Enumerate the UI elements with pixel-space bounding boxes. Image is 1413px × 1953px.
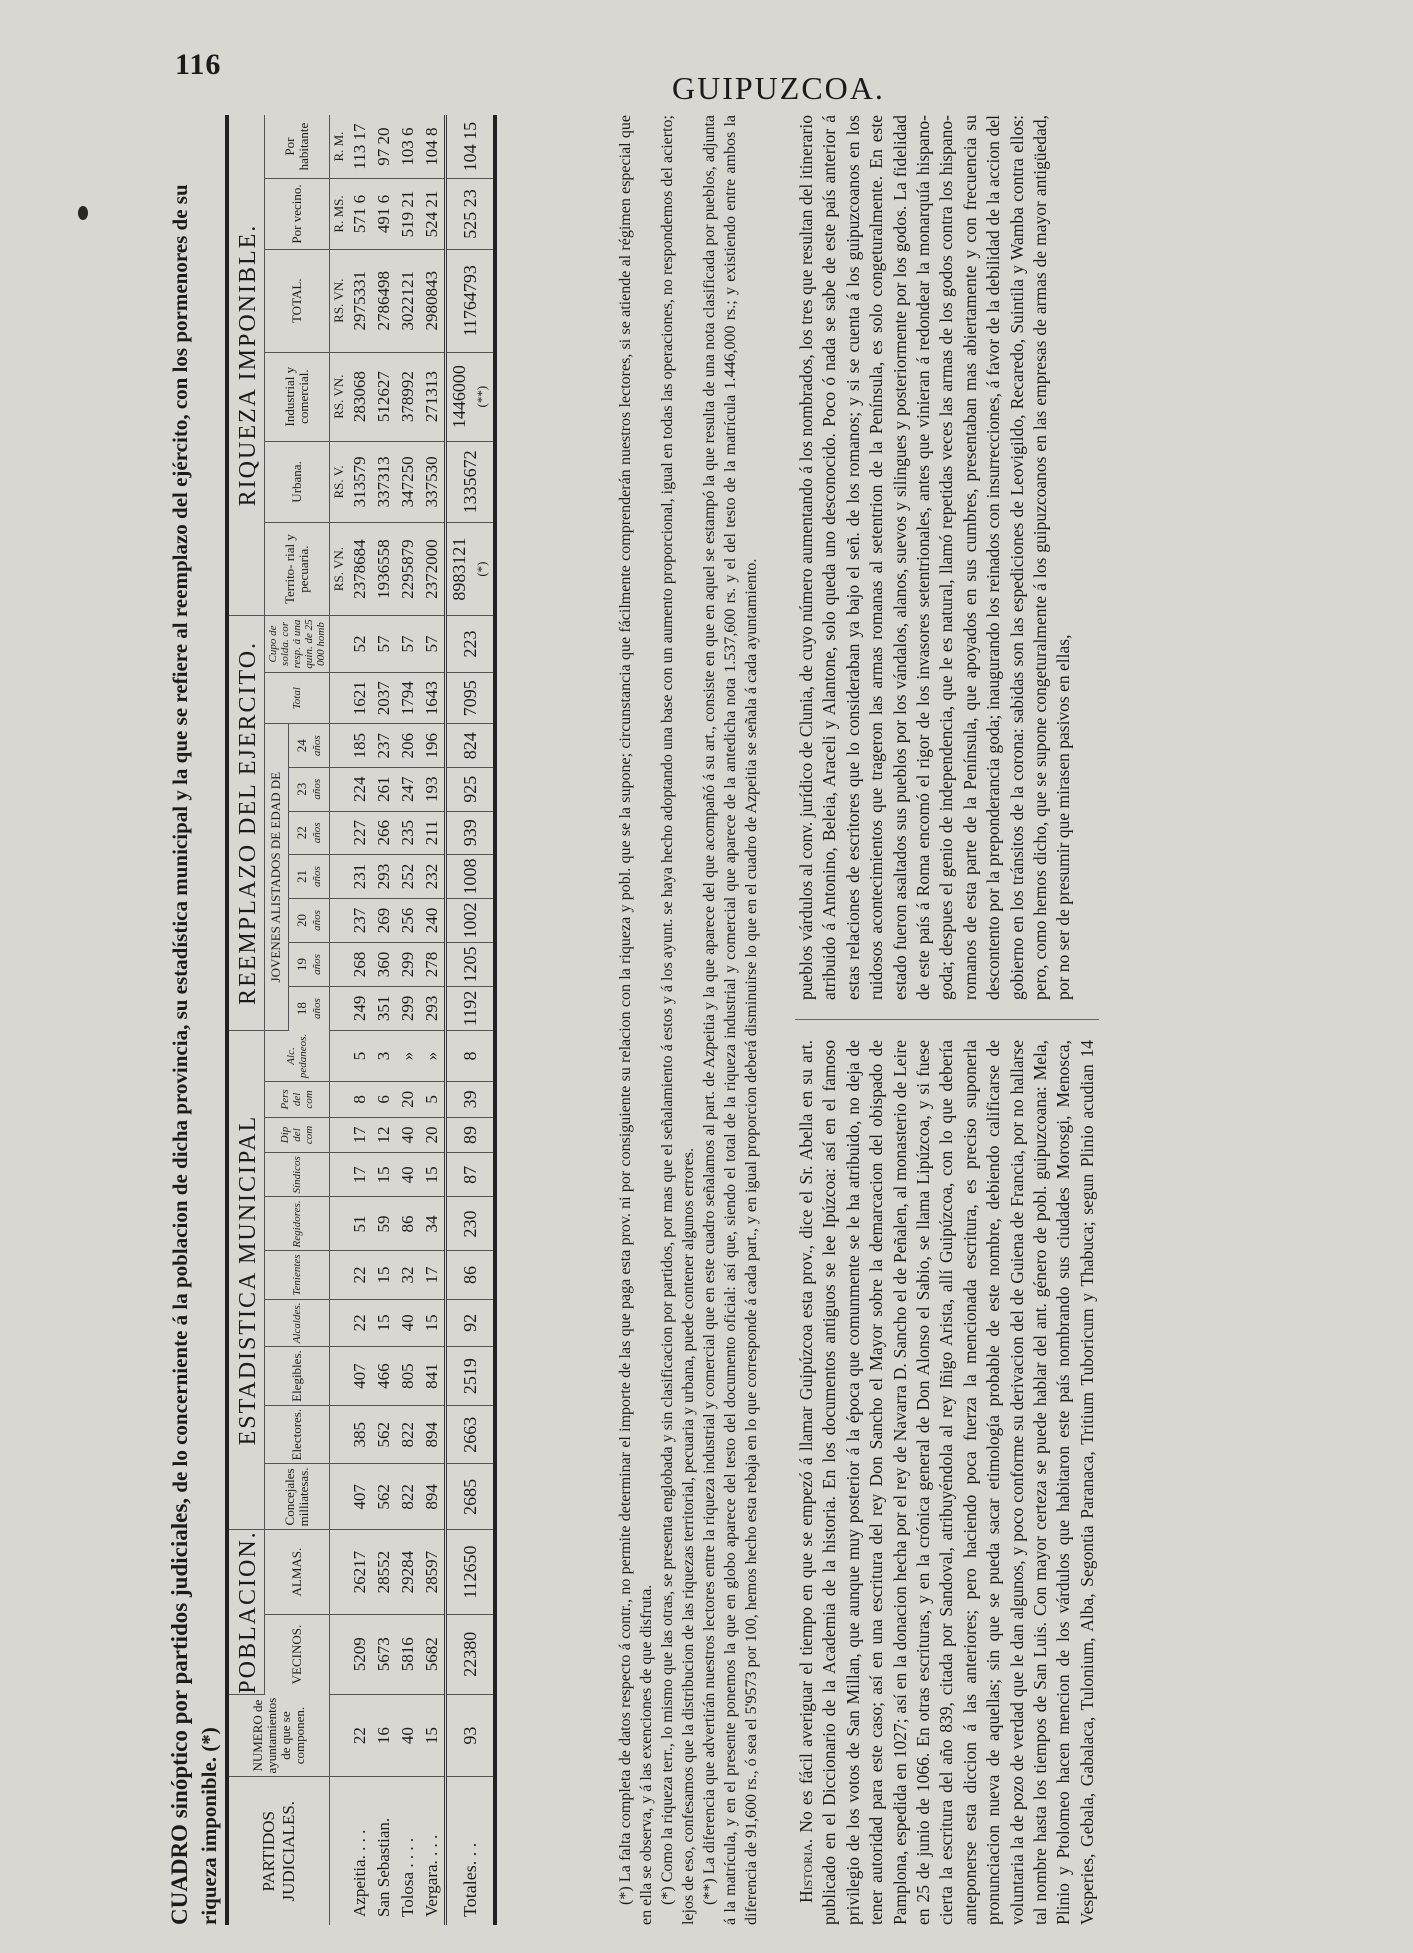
age-23 xyxy=(288,768,329,812)
total-cupo: 223 xyxy=(446,616,496,673)
col-total-riqueza: TOTAL. xyxy=(265,249,330,352)
cell-urb: 337530 xyxy=(420,441,446,522)
cell-ten: 22 xyxy=(348,1251,372,1299)
cell-a19: 278 xyxy=(420,942,446,986)
col-vecinos: VECINOS. xyxy=(265,1614,330,1694)
synoptic-table xyxy=(225,115,497,1925)
age-unit: años xyxy=(310,954,323,975)
age-value: 22 xyxy=(293,826,309,840)
total-ph2: 15 xyxy=(459,121,480,145)
group-riqueza: RIQUEZA IMPONIBLE. xyxy=(227,115,265,616)
cell-terr: 1936558 xyxy=(372,523,396,616)
cell-tot: 2037 xyxy=(372,672,396,724)
total-ph: 104 15 xyxy=(446,115,496,179)
age-unit: años xyxy=(310,910,323,931)
total-alcp: 8 xyxy=(446,1030,496,1081)
cell-a21: 252 xyxy=(396,855,420,899)
cell-cupo: 52 xyxy=(348,616,372,673)
cell-sin: 17 xyxy=(348,1153,372,1197)
footnotes xyxy=(615,115,762,1925)
col-electores: Electores. xyxy=(265,1405,330,1464)
age-value: 23 xyxy=(293,782,309,796)
cell-elec: 385 xyxy=(348,1405,372,1464)
cell-eleg: 466 xyxy=(372,1347,396,1406)
caption-lead: CUADRO sinóptico por partidos judiciales, xyxy=(167,1497,192,1925)
cell-alcp: » xyxy=(420,1030,446,1081)
cell-ten: 15 xyxy=(372,1251,396,1299)
por-vecino-cents: 6 xyxy=(350,194,369,208)
por-habitante-cents: 6 xyxy=(398,127,417,141)
cell-eleg: 805 xyxy=(396,1347,420,1406)
cell-ind: 512627 xyxy=(372,352,396,441)
cell-reg: 86 xyxy=(396,1197,420,1251)
por-habitante-cents: 20 xyxy=(374,127,393,149)
cell-pers: 6 xyxy=(372,1082,396,1118)
cell-alcp: 3 xyxy=(372,1030,396,1081)
group-estadistica: ESTADISTICA MUNICIPAL xyxy=(227,1030,265,1530)
cell-tot: 1794 xyxy=(396,672,420,724)
cell-terr: 2295879 xyxy=(396,523,420,616)
cell-reg: 34 xyxy=(420,1197,446,1251)
cell-vec: 5816 xyxy=(396,1614,420,1694)
cell-conc: 562 xyxy=(372,1464,396,1530)
cell-ind: 271313 xyxy=(420,352,446,441)
total-n: 93 xyxy=(446,1694,496,1777)
cell-conc: 822 xyxy=(396,1464,420,1530)
age-unit: años xyxy=(310,778,323,800)
table-row xyxy=(420,115,446,1925)
total-a21: 1008 xyxy=(446,855,496,899)
table-caption xyxy=(165,115,224,1925)
cell-cupo: 57 xyxy=(396,616,420,673)
por-vecino-cents: 6 xyxy=(374,194,393,208)
ink-dot xyxy=(78,206,88,220)
cell-ph: 97 20 xyxy=(372,115,396,179)
cell-a21: 293 xyxy=(372,855,396,899)
total-eleg: 2519 xyxy=(446,1347,496,1406)
cell-reg: 59 xyxy=(372,1197,396,1251)
cell-a19: 360 xyxy=(372,942,396,986)
total-a23: 925 xyxy=(446,768,496,812)
cell-pers: 8 xyxy=(348,1082,372,1118)
cell-tot: 1621 xyxy=(348,672,372,724)
cell-a22: 266 xyxy=(372,811,396,855)
total-a22: 939 xyxy=(446,811,496,855)
col-sindicos: Síndicos xyxy=(265,1153,330,1197)
age-value: 18 xyxy=(293,1002,309,1016)
cell-n: 16 xyxy=(372,1694,396,1777)
col-almas: ALMAS. xyxy=(265,1530,330,1615)
table-row xyxy=(396,115,420,1925)
cell-eleg: 407 xyxy=(348,1347,372,1406)
col-industrial: Industrial y comercial. xyxy=(265,352,330,441)
age-unit: años xyxy=(310,735,323,757)
total-pers: 39 xyxy=(446,1082,496,1118)
col-por-vecino: Por vecino. xyxy=(265,179,330,250)
cell-alcp: 5 xyxy=(348,1030,372,1081)
footnote-1: (*) La falta completa de datos respecto á contr., no permite determinar el importe de las que paga esta prov. ni por consiguiente su relacion con la riqueza y pobl. que se la supone; circunstancia que fácilmente comprenderán nuestros lectores, si se atiende al régimen especial que en ella se observa, y á las exenciones de que disfruta. xyxy=(617,115,655,1925)
total-conc: 2685 xyxy=(446,1464,496,1530)
total-sin: 87 xyxy=(446,1153,496,1197)
cell-a20: 237 xyxy=(348,899,372,943)
units-row xyxy=(330,115,349,1925)
cell-pv: 524 21 xyxy=(420,179,446,250)
cell-a19: 268 xyxy=(348,942,372,986)
unit-industrial: RS. VN. xyxy=(330,352,349,441)
total-ind_mark: (**) xyxy=(474,385,489,408)
total-terr: 8983121 (*) xyxy=(446,523,496,616)
cell-elec: 822 xyxy=(396,1405,420,1464)
cell-name: Azpeitia. . . . xyxy=(350,1829,369,1917)
cell-a22: 211 xyxy=(420,811,446,855)
total-urb: 1335672 xyxy=(446,441,496,522)
cell-alc: 15 xyxy=(420,1299,446,1347)
total-almas: 112650 xyxy=(446,1530,496,1615)
por-vecino-cents: 21 xyxy=(398,190,417,212)
unit-por-habitante: R. M. xyxy=(330,115,349,179)
cell-cupo: 57 xyxy=(420,616,446,673)
cell-conc: 407 xyxy=(348,1464,372,1530)
cell-sin: 40 xyxy=(396,1153,420,1197)
cell-dip: 20 xyxy=(420,1117,446,1153)
cell-pv: 491 6 xyxy=(372,179,396,250)
total-a24: 824 xyxy=(446,724,496,768)
group-poblacion: POBLACION. xyxy=(227,1530,265,1694)
col-elegibles: Elegibles. xyxy=(265,1347,330,1406)
cell-ph: 103 6 xyxy=(396,115,420,179)
cell-pv: 519 21 xyxy=(396,179,420,250)
col-urbana: Urbana. xyxy=(265,441,330,522)
cell-a21: 232 xyxy=(420,855,446,899)
col-alcaldes: Alcaldes. xyxy=(265,1299,330,1347)
cell-pv: 571 6 xyxy=(348,179,372,250)
cell-ph: 104 8 xyxy=(420,115,446,179)
unit-por-vecino: R. MS. xyxy=(330,179,349,250)
cell-urb: 313579 xyxy=(348,441,372,522)
cell-conc: 894 xyxy=(420,1464,446,1530)
cell-dip: 40 xyxy=(396,1117,420,1153)
total-pv2: 23 xyxy=(459,189,480,212)
age-value: 24 xyxy=(293,739,309,753)
cell-terr: 2372000 xyxy=(420,523,446,616)
cell-elec: 562 xyxy=(372,1405,396,1464)
cell-ph: 113 17 xyxy=(348,115,372,179)
cell-n: 40 xyxy=(396,1694,420,1777)
cell-alc: 40 xyxy=(396,1299,420,1347)
caption-text: de lo concerniente á la poblacion de dicha provincia, su estadística municipal y la que se refiere al reemplazo del ejército, con los pormenores de su riqueza imponible. (*) xyxy=(168,184,221,1925)
cell-a18: 351 xyxy=(372,986,396,1030)
cell-a20: 256 xyxy=(396,899,420,943)
table-body xyxy=(348,115,446,1925)
cell-urb: 347250 xyxy=(396,441,420,522)
cell-a23: 261 xyxy=(372,768,396,812)
total-vec: 22380 xyxy=(446,1614,496,1694)
col-por-habitante: Por habitante xyxy=(265,115,330,179)
age-24 xyxy=(288,724,329,768)
cell-name: Tolosa . . . . xyxy=(398,1837,417,1917)
age-22 xyxy=(288,811,329,855)
cell-a22: 227 xyxy=(348,811,372,855)
age-unit: años xyxy=(310,822,323,844)
age-18 xyxy=(288,986,329,1030)
group-reemplazo: REEMPLAZO DEL EJERCITO. xyxy=(227,616,265,1031)
col-alc-pedaneos: Alc. pedaneos. xyxy=(265,1030,330,1081)
col-total: Total xyxy=(265,672,330,724)
cell-rt: 3022121 xyxy=(396,249,420,352)
cell-a18: 299 xyxy=(396,986,420,1030)
cell-n: 15 xyxy=(420,1694,446,1777)
cell-terr: 2378684 xyxy=(348,523,372,616)
sub-jovenes: JOVENES ALISTADOS DE EDAD DE xyxy=(265,724,289,1030)
history-body: No es fácil averiguar el tiempo en que se empezó á llamar Guipúzcoa esta prov., dice el Sr. Abella en su art. publicado en el Diccionario de la Academia de la historia. En los documentos antiguos se lee Ipúzcoa: así en el famoso privilegio de los votos de San Millan, que aunque muy posterior á la época que comunmente se le ha atribuido, no deja de tener autoridad para este caso; así en una escritura del rey Don Sancho el Mayor sobre la demarcacion del obispado de Pamplona, espedida en 1027; así en la donacion hecha por el rey de Navarra D. Sancho el de Peñalen, al monasterio de Leire en 25 de junio de 1066. En otras escrituras, y en la crónica general de Don Alonso el Sabio, se llama Lipúzcoa, y si fuese cierta la escritura del año 839, citada por Sandoval, atribuyéndola al rey Iñigo Arista, allí Guipúzcoa, con lo que debería anteponerse esta diccion á las anteriores; pero haciendo poca fuerza la mencionada escritura, es preciso suponerla pronunciacion nueva de aquellas; sin que se pueda sacar etimología probable de este nombre, debiendo calificarse de voluntaria la de pozo de verdad que le dan algunos, y poco conforme su derivacion del de Guiena de Francia, por no hallarse tal nombre hasta los tiempos de San Luis. Con mayor certeza se puede hablar del ant. género de pobl. guipuzcoana: Mela, Plinio y Ptolomeo hacen mencion de los várdulos que habitaron este país nombrando sus ciudades Morosgi, Menosca, Vesperies, Gebala, Gabalaca, Tulonium, Alba, Segontia Paranaca, Tritium Tuboricum y Thabuca; segun Plinio acudian 14 pueblos várdulos al conv. jurídico de Clunia, de cuyo número aumentando á los nombrados, los tres que resultan del itinerario atribuido á Antonino, Beleia, Araceli y Alantone, solo queda uno desconocido. Poco ó nada se sabe de este país anterior á estas relaciones de escritores que lo consideraban ya bajo el señ. de los romanos; y si se cuenta á los guipuzcoanos en los ruidosos acontecimientos que trageron las armas romanas al setentrion de la Península, es solo congeturalmente. En este estado fueron asaltados sus pueblos por los vándalos, alanos, suevos y silingues y posteriormente por los godos. La fidelidad de este país á Roma encomó el rigor de los invasores setentrionales, antes que vinieran á redondear la monarquía hispano-goda; despues el genio de independencia, que le es natural, llamó repetidas veces las armas de los godos contra los hispano-romanos de esta parte de la Península, que apoyados en sus cumbres, presentaban mas abiertamente y con frecuencia su descontento por la preponderancia goda; inaugurando los reinados con insurrecciones, á favor de la debilidad de la accion del gobierno en los tránsitos de la corona: sabidas son las espediciones de Leovigildo, Recaredo, Suintila y Wamba contra ellos: pero, como hemos dicho, que se supone congeturalmente á los guipuzcoanos en las empresas de armas de mayor antigüedad, por no ser de presumir que mirasen pasivos en ellas, xyxy=(796,115,1097,1925)
cell-eleg: 841 xyxy=(420,1347,446,1406)
total-ten: 86 xyxy=(446,1251,496,1299)
cell-tot: 1643 xyxy=(420,672,446,724)
total-rt: 11764793 xyxy=(446,249,496,352)
col-numero: NUMERO de ayuntamientos de que se componen. xyxy=(227,1694,330,1777)
cell-a24: 206 xyxy=(396,724,420,768)
total-terr_mark: (*) xyxy=(474,561,489,577)
age-value: 21 xyxy=(293,870,309,884)
por-habitante-cents: 8 xyxy=(422,127,441,141)
age-value: 19 xyxy=(293,957,309,971)
cell-dip: 12 xyxy=(372,1117,396,1153)
cell-urb: 337313 xyxy=(372,441,396,522)
cell-ten: 17 xyxy=(420,1251,446,1299)
age-19 xyxy=(288,942,329,986)
col-pers: Pers del com xyxy=(265,1082,330,1118)
table-row xyxy=(348,115,372,1925)
cell-vec: 5209 xyxy=(348,1614,372,1694)
cell-a22: 235 xyxy=(396,811,420,855)
age-unit: años xyxy=(310,866,323,887)
cell-rt: 2980843 xyxy=(420,249,446,352)
unit-total: RS. VN. xyxy=(330,249,349,352)
cell-ten: 32 xyxy=(396,1251,420,1299)
col-tenientes: Tenientes xyxy=(265,1251,330,1299)
total-a18: 1192 xyxy=(446,986,496,1030)
unit-territorial: RS. VN. xyxy=(330,523,349,616)
total-pv: 525 23 xyxy=(446,179,496,250)
running-head: GUIPUZCOA. xyxy=(672,70,885,106)
cell-a23: 247 xyxy=(396,768,420,812)
age-value: 20 xyxy=(293,914,309,927)
page-number: 116 xyxy=(175,48,222,81)
cell-almas: 29284 xyxy=(396,1530,420,1615)
total-reg: 230 xyxy=(446,1197,496,1251)
total-tot: 7095 xyxy=(446,672,496,724)
cell-almas: 28552 xyxy=(372,1530,396,1615)
history-label: Historia. xyxy=(796,1838,816,1903)
totals-row xyxy=(446,115,496,1925)
cell-dip: 17 xyxy=(348,1117,372,1153)
cell-almas: 28597 xyxy=(420,1530,446,1615)
cell-a23: 193 xyxy=(420,768,446,812)
cell-alc: 15 xyxy=(372,1299,396,1347)
cell-cupo: 57 xyxy=(372,616,396,673)
col-regidores: Regidores. xyxy=(265,1197,330,1251)
cell-pers: 5 xyxy=(420,1082,446,1118)
total-a20: 1002 xyxy=(446,899,496,943)
cell-rt: 2975331 xyxy=(348,249,372,352)
cell-ind: 283068 xyxy=(348,352,372,441)
cell-sin: 15 xyxy=(372,1153,396,1197)
cell-vec: 5673 xyxy=(372,1614,396,1694)
cell-ind: 378992 xyxy=(396,352,420,441)
cell-name: San Sebastian. xyxy=(374,1817,393,1917)
unit-urbana: RS. V. xyxy=(330,441,349,522)
cell-pers: 20 xyxy=(396,1082,420,1118)
col-partidos: PARTIDOS JUDICIALES. xyxy=(227,1777,330,1925)
cell-a24: 237 xyxy=(372,724,396,768)
rotated-content xyxy=(165,105,1405,1925)
cell-a20: 240 xyxy=(420,899,446,943)
cell-a19: 299 xyxy=(396,942,420,986)
col-concejales: Concejales milliatesas. xyxy=(265,1464,330,1530)
cell-a24: 185 xyxy=(348,724,372,768)
total-a19: 1205 xyxy=(446,942,496,986)
age-20 xyxy=(288,899,329,943)
total-elec: 2663 xyxy=(446,1405,496,1464)
por-habitante-cents: 17 xyxy=(350,123,369,145)
table-row xyxy=(372,115,396,1925)
total-dip: 89 xyxy=(446,1117,496,1153)
col-dip: Dip del com xyxy=(265,1117,330,1153)
por-vecino-cents: 21 xyxy=(422,190,441,212)
col-territorial: Territo- rial y pecuaria. xyxy=(265,523,330,616)
cell-vec: 5682 xyxy=(420,1614,446,1694)
footnote-2: (*) Como la riqueza terr., lo mismo que las otras, se presenta englobada y sin clasificacion por partidos, por mas que el señalamiento á estos y á los ayunt. se haya hecho adoptando una base con un aumento proporcional, igual en todas las operaciones, no respondemos del acierto; lejos de eso, confesamos que la distribucion de las riquezas territorial, pecuaria y urbana, puede contener algunos errores. xyxy=(659,115,697,1925)
total-ind: 1446000 (**) xyxy=(446,352,496,441)
age-unit: años xyxy=(310,998,323,1020)
age-21 xyxy=(288,855,329,899)
cell-elec: 894 xyxy=(420,1405,446,1464)
cell-rt: 2786498 xyxy=(372,249,396,352)
cell-almas: 26217 xyxy=(348,1530,372,1615)
col-cupo: Cupo de solda. cor resp. á una quin. de 25 000 homb xyxy=(265,616,330,673)
cell-alcp: » xyxy=(396,1030,420,1081)
cell-sin: 15 xyxy=(420,1153,446,1197)
cell-alc: 22 xyxy=(348,1299,372,1347)
cell-a24: 196 xyxy=(420,724,446,768)
cell-name: Vergara. . . . xyxy=(422,1834,441,1917)
total-name: Totales. . . xyxy=(446,1777,496,1925)
cell-a20: 269 xyxy=(372,899,396,943)
cell-a18: 249 xyxy=(348,986,372,1030)
footnote-3: (**) La diferencia que advertirán nuestros lectores entre la riqueza industrial y comercial que en este cuadro señalamos al part. de Azpeitia y la que aparece del que acompañó á su art., consiste en que en aquel se estampó la que resulta de una nota clasificada por pueblos, adjunta á la matrícula, y en el presente ponemos la que en globo aparece del testo del documento oficial: así que, siendo el total de la riqueza industrial y comercial que aparece de la antedicha nota 1.537,600 rs. y el del testo de la matrícula 1.446,000 rs.; y existiendo entre ambos la diferencia de 91,600 rs., ó sea el 5'9573 por 100, hemos hecho esta rebaja en lo que corresponde á cada part., y en igual proporcion deberá disminuirse lo que en el cuadro de Azpeitia se señala á cada ayuntamiento. xyxy=(701,115,760,1925)
total-alc: 92 xyxy=(446,1299,496,1347)
cell-a21: 231 xyxy=(348,855,372,899)
cell-reg: 51 xyxy=(348,1197,372,1251)
cell-n: 22 xyxy=(348,1694,372,1777)
history-text xyxy=(795,115,1099,1925)
cell-a23: 224 xyxy=(348,768,372,812)
cell-a18: 293 xyxy=(420,986,446,1030)
